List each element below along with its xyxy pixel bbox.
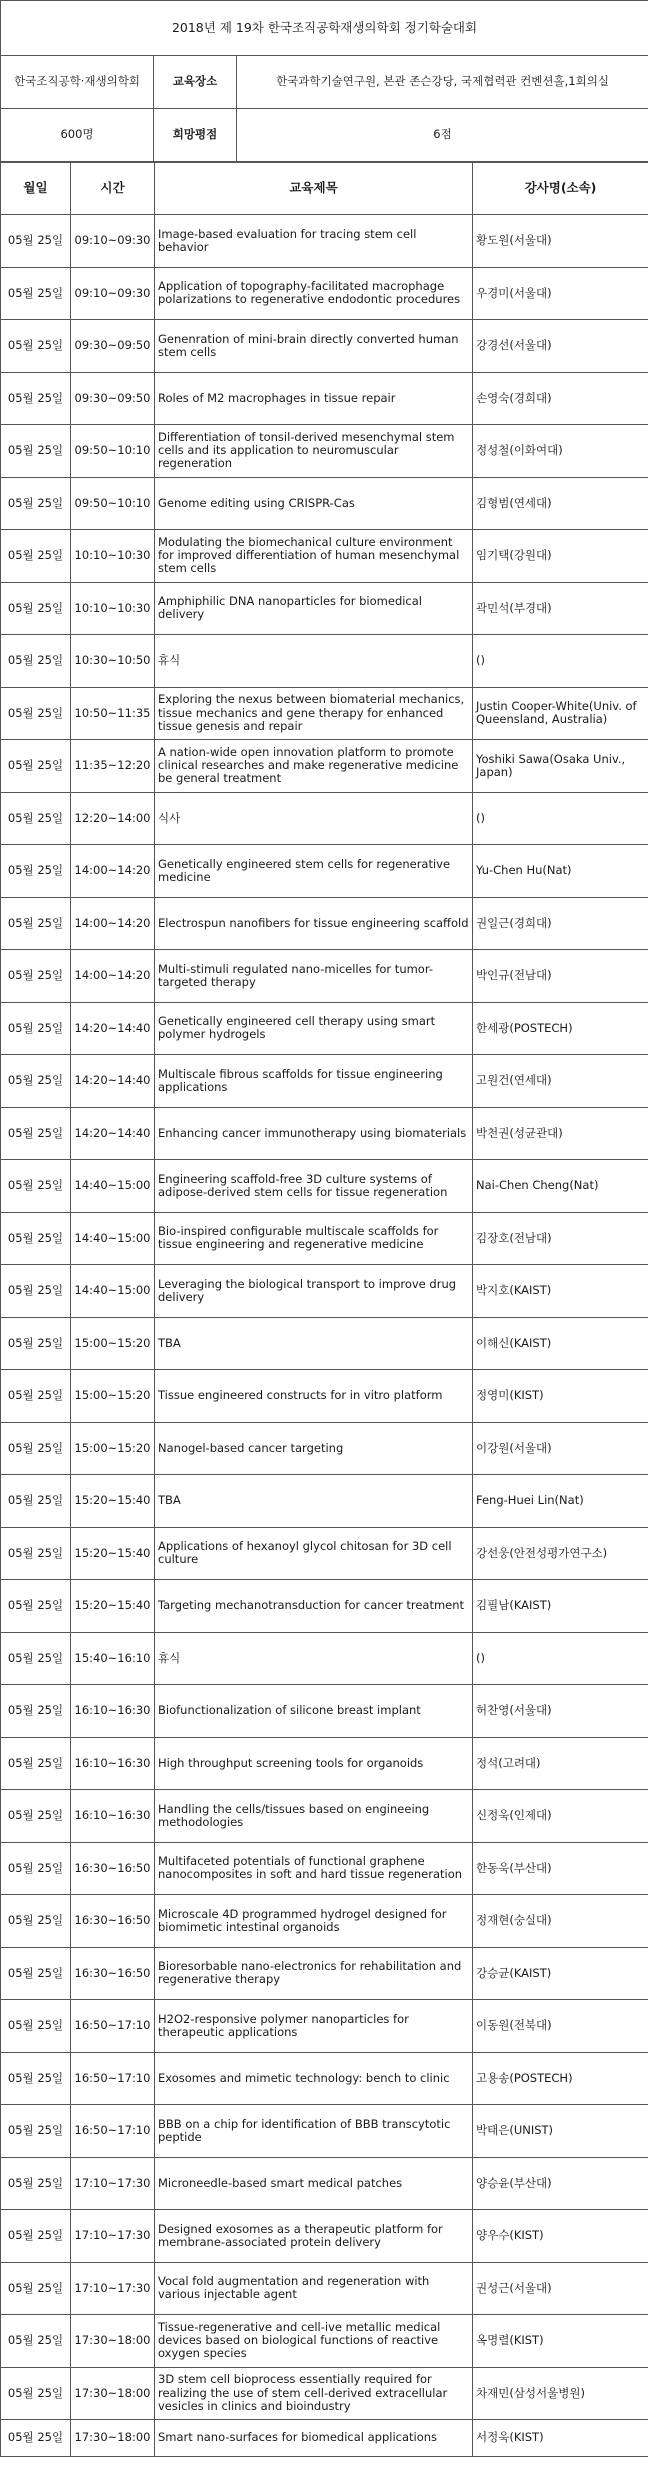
table-row — [1, 2157, 648, 2210]
row-date: 05월 25일 — [1, 1685, 71, 1738]
event-title: 2018년 제 19차 한국조직공학재생의학회 정기학술대회 — [1, 1, 648, 56]
row-time: 14:00~14:20 — [71, 845, 155, 898]
row-speaker: () — [473, 792, 648, 845]
row-title: Microneedle-based smart medical patches — [155, 2157, 473, 2210]
organizer: 한국조직공학·재생의학회 — [1, 56, 154, 109]
row-speaker: () — [473, 1632, 648, 1685]
row-date: 05월 25일 — [1, 1737, 71, 1790]
row-title: TBA — [155, 1317, 473, 1370]
row-date: 05월 25일 — [1, 530, 71, 583]
row-time: 17:30~18:00 — [71, 2315, 155, 2368]
table-row — [1, 1790, 648, 1843]
row-title: BBB on a chip for identification of BBB transcytotic peptide — [155, 2105, 473, 2158]
row-time: 14:20~14:40 — [71, 1055, 155, 1108]
row-time: 17:30~18:00 — [71, 2420, 155, 2457]
row-date: 05월 25일 — [1, 950, 71, 1003]
row-title: Exosomes and mimetic technology: bench to clinic — [155, 2052, 473, 2105]
row-date: 05월 25일 — [1, 1475, 71, 1528]
row-time: 10:10~10:30 — [71, 530, 155, 583]
row-date: 05월 25일 — [1, 792, 71, 845]
row-speaker: 강경선(서울대) — [473, 320, 648, 373]
row-date: 05월 25일 — [1, 1160, 71, 1213]
row-date: 05월 25일 — [1, 1370, 71, 1423]
row-time: 15:00~15:20 — [71, 1317, 155, 1370]
row-time: 16:50~17:10 — [71, 2000, 155, 2053]
table-row — [1, 1055, 648, 1108]
row-date: 05월 25일 — [1, 1580, 71, 1633]
row-title: High throughput screening tools for organoids — [155, 1737, 473, 1790]
row-speaker: 이동원(전북대) — [473, 2000, 648, 2053]
row-date: 05월 25일 — [1, 267, 71, 320]
row-speaker: Yu-Chen Hu(Nat) — [473, 845, 648, 898]
row-date: 05월 25일 — [1, 1632, 71, 1685]
row-title: 휴식 — [155, 635, 473, 688]
table-row — [1, 740, 648, 793]
table-row — [1, 1002, 648, 1055]
row-title: Handling the cells/tissues based on engineeing methodologies — [155, 1790, 473, 1843]
event-info-table — [0, 0, 648, 162]
row-speaker: 박인규(전남대) — [473, 950, 648, 1003]
row-date: 05월 25일 — [1, 1527, 71, 1580]
row-date: 05월 25일 — [1, 897, 71, 950]
table-row — [1, 1107, 648, 1160]
row-time: 15:00~15:20 — [71, 1370, 155, 1423]
table-row — [1, 372, 648, 425]
table-row — [1, 2105, 648, 2158]
row-speaker: 한동욱(부산대) — [473, 1842, 648, 1895]
row-time: 10:10~10:30 — [71, 582, 155, 635]
row-speaker: Yoshiki Sawa(Osaka Univ., Japan) — [473, 740, 648, 793]
row-speaker: 허찬영(서울대) — [473, 1685, 648, 1738]
row-time: 15:40~16:10 — [71, 1632, 155, 1685]
table-row — [1, 477, 648, 530]
table-row — [1, 1370, 648, 1423]
row-time: 15:20~15:40 — [71, 1580, 155, 1633]
row-speaker: 고원건(연세대) — [473, 1055, 648, 1108]
row-time: 09:50~10:10 — [71, 477, 155, 530]
table-row — [1, 1685, 648, 1738]
row-title: Roles of M2 macrophages in tissue repair — [155, 372, 473, 425]
row-title: Tissue-regenerative and cell-ive metallic medical devices based on biological functions of reactive oxygen species — [155, 2315, 473, 2368]
row-title: Nanogel-based cancer targeting — [155, 1422, 473, 1475]
row-time: 17:10~17:30 — [71, 2262, 155, 2315]
row-time: 09:30~09:50 — [71, 320, 155, 373]
row-date: 05월 25일 — [1, 2210, 71, 2263]
row-date: 05월 25일 — [1, 1895, 71, 1948]
table-row — [1, 950, 648, 1003]
row-speaker: 정성철(이화여대) — [473, 425, 648, 478]
header-date: 월일 — [1, 163, 71, 215]
row-title: Multiscale fibrous scaffolds for tissue engineering applications — [155, 1055, 473, 1108]
row-speaker: 임기택(강원대) — [473, 530, 648, 583]
row-date: 05월 25일 — [1, 1212, 71, 1265]
row-date: 05월 25일 — [1, 2000, 71, 2053]
row-speaker: 옥명렬(KIST) — [473, 2315, 648, 2368]
row-speaker: 강선웅(안전성평가연구소) — [473, 1527, 648, 1580]
row-speaker: 신정욱(인제대) — [473, 1790, 648, 1843]
table-row — [1, 582, 648, 635]
row-title: Genenration of mini-brain directly converted human stem cells — [155, 320, 473, 373]
table-row — [1, 2000, 648, 2053]
row-date: 05월 25일 — [1, 372, 71, 425]
table-row — [1, 792, 648, 845]
table-row — [1, 1422, 648, 1475]
row-title: Genetically engineered stem cells for regenerative medicine — [155, 845, 473, 898]
row-speaker: 정재현(숭실대) — [473, 1895, 648, 1948]
row-speaker: 차재민(삼성서울병원) — [473, 2367, 648, 2420]
row-date: 05월 25일 — [1, 2262, 71, 2315]
table-row — [1, 1317, 648, 1370]
row-time: 15:20~15:40 — [71, 1475, 155, 1528]
row-date: 05월 25일 — [1, 582, 71, 635]
row-time: 14:40~15:00 — [71, 1160, 155, 1213]
desired-points-label: 희망평점 — [154, 109, 237, 162]
row-title: TBA — [155, 1475, 473, 1528]
row-title: Amphiphilic DNA nanoparticles for biomedical delivery — [155, 582, 473, 635]
row-date: 05월 25일 — [1, 1842, 71, 1895]
table-row — [1, 1527, 648, 1580]
row-title: Application of topography-facilitated macrophage polarizations to regenerative endodontic procedures — [155, 267, 473, 320]
row-date: 05월 25일 — [1, 687, 71, 740]
row-speaker: 김장호(전남대) — [473, 1212, 648, 1265]
row-date: 05월 25일 — [1, 2052, 71, 2105]
row-title: Genome editing using CRISPR-Cas — [155, 477, 473, 530]
row-time: 17:10~17:30 — [71, 2157, 155, 2210]
row-speaker: 한세광(POSTECH) — [473, 1002, 648, 1055]
row-speaker: 박태은(UNIST) — [473, 2105, 648, 2158]
row-speaker: 고용송(POSTECH) — [473, 2052, 648, 2105]
row-time: 14:00~14:20 — [71, 897, 155, 950]
row-title: Targeting mechanotransduction for cancer treatment — [155, 1580, 473, 1633]
row-speaker: 우경미(서울대) — [473, 267, 648, 320]
row-time: 14:20~14:40 — [71, 1002, 155, 1055]
row-speaker: 정영미(KIST) — [473, 1370, 648, 1423]
table-row — [1, 687, 648, 740]
row-title: Biofunctionalization of silicone breast implant — [155, 1685, 473, 1738]
row-time: 09:10~09:30 — [71, 215, 155, 268]
row-title: 식사 — [155, 792, 473, 845]
row-time: 10:30~10:50 — [71, 635, 155, 688]
row-title: Modulating the biomechanical culture environment for improved differentiation of human mesenchymal stem cells — [155, 530, 473, 583]
row-time: 12:20~14:00 — [71, 792, 155, 845]
row-date: 05월 25일 — [1, 1422, 71, 1475]
row-speaker: Nai-Chen Cheng(Nat) — [473, 1160, 648, 1213]
table-row — [1, 1265, 648, 1318]
row-time: 16:30~16:50 — [71, 1842, 155, 1895]
row-date: 05월 25일 — [1, 1055, 71, 1108]
row-title: Designed exosomes as a therapeutic platform for membrane-associated protein delivery — [155, 2210, 473, 2263]
row-speaker: 강승균(KAIST) — [473, 1947, 648, 2000]
row-title: Bioresorbable nano-electronics for rehabilitation and regenerative therapy — [155, 1947, 473, 2000]
row-title: 3D stem cell bioprocess essentially required for realizing the use of stem cell-derived extracellular vesicles in clinics and bioindustry — [155, 2367, 473, 2420]
row-time: 16:30~16:50 — [71, 1895, 155, 1948]
row-date: 05월 25일 — [1, 320, 71, 373]
table-row — [1, 1632, 648, 1685]
table-row — [1, 1737, 648, 1790]
row-time: 15:00~15:20 — [71, 1422, 155, 1475]
table-row — [1, 267, 648, 320]
row-time: 16:30~16:50 — [71, 1947, 155, 2000]
row-speaker: 권성근(서울대) — [473, 2262, 648, 2315]
row-speaker: 양우수(KIST) — [473, 2210, 648, 2263]
table-row — [1, 635, 648, 688]
row-title: Vocal fold augmentation and regeneration with various injectable agent — [155, 2262, 473, 2315]
row-date: 05월 25일 — [1, 2367, 71, 2420]
row-title: Differentiation of tonsil-derived mesenchymal stem cells and its application to neuromuscular regeneration — [155, 425, 473, 478]
row-time: 16:10~16:30 — [71, 1790, 155, 1843]
row-title: 휴식 — [155, 1632, 473, 1685]
table-row — [1, 320, 648, 373]
row-speaker: 이강원(서울대) — [473, 1422, 648, 1475]
row-date: 05월 25일 — [1, 635, 71, 688]
row-time: 16:50~17:10 — [71, 2052, 155, 2105]
row-time: 16:10~16:30 — [71, 1685, 155, 1738]
header-title: 교육제목 — [155, 163, 473, 215]
schedule-table — [0, 162, 648, 2457]
row-title: Smart nano-surfaces for biomedical applications — [155, 2420, 473, 2457]
table-row — [1, 1212, 648, 1265]
row-time: 16:10~16:30 — [71, 1737, 155, 1790]
row-speaker: 김형범(연세대) — [473, 477, 648, 530]
row-time: 10:50~11:35 — [71, 687, 155, 740]
header-speaker: 강사명(소속) — [473, 163, 648, 215]
row-title: Microscale 4D programmed hydrogel designed for biomimetic intestinal organoids — [155, 1895, 473, 1948]
row-title: Multifaceted potentials of functional graphene nanocomposites in soft and hard tissue regeneration — [155, 1842, 473, 1895]
row-title: Image-based evaluation for tracing stem cell behavior — [155, 215, 473, 268]
row-title: Leveraging the biological transport to improve drug delivery — [155, 1265, 473, 1318]
row-title: Enhancing cancer immunotherapy using biomaterials — [155, 1107, 473, 1160]
table-row — [1, 2420, 648, 2457]
row-speaker: 박지호(KAIST) — [473, 1265, 648, 1318]
row-time: 14:40~15:00 — [71, 1265, 155, 1318]
row-time: 09:50~10:10 — [71, 425, 155, 478]
table-row — [1, 2210, 648, 2263]
row-speaker: 황도원(서울대) — [473, 215, 648, 268]
row-time: 16:50~17:10 — [71, 2105, 155, 2158]
row-title: Engineering scaffold-free 3D culture systems of adipose-derived stem cells for tissue regeneration — [155, 1160, 473, 1213]
row-date: 05월 25일 — [1, 477, 71, 530]
row-speaker: 서정욱(KIST) — [473, 2420, 648, 2457]
desired-points-value: 6점 — [237, 109, 648, 162]
row-time: 17:10~17:30 — [71, 2210, 155, 2263]
row-date: 05월 25일 — [1, 1790, 71, 1843]
row-date: 05월 25일 — [1, 1002, 71, 1055]
row-speaker: 김필남(KAIST) — [473, 1580, 648, 1633]
row-date: 05월 25일 — [1, 740, 71, 793]
row-date: 05월 25일 — [1, 2105, 71, 2158]
table-row — [1, 530, 648, 583]
row-time: 14:20~14:40 — [71, 1107, 155, 1160]
row-date: 05월 25일 — [1, 1107, 71, 1160]
row-speaker: 이해신(KAIST) — [473, 1317, 648, 1370]
row-time: 14:00~14:20 — [71, 950, 155, 1003]
row-speaker: 손영숙(경희대) — [473, 372, 648, 425]
row-time: 09:10~09:30 — [71, 267, 155, 320]
table-row — [1, 2052, 648, 2105]
row-date: 05월 25일 — [1, 1947, 71, 2000]
table-row — [1, 2315, 648, 2368]
table-row — [1, 1895, 648, 1948]
row-title: Applications of hexanoyl glycol chitosan for 3D cell culture — [155, 1527, 473, 1580]
row-speaker: 곽민석(부경대) — [473, 582, 648, 635]
row-title: H2O2-responsive polymer nanoparticles for therapeutic applications — [155, 2000, 473, 2053]
row-speaker: Feng-Huei Lin(Nat) — [473, 1475, 648, 1528]
row-date: 05월 25일 — [1, 2157, 71, 2210]
row-title: Electrospun nanofibers for tissue engineering scaffold — [155, 897, 473, 950]
row-speaker: 정석(고려대) — [473, 1737, 648, 1790]
row-title: Genetically engineered cell therapy using smart polymer hydrogels — [155, 1002, 473, 1055]
row-date: 05월 25일 — [1, 425, 71, 478]
table-row — [1, 1160, 648, 1213]
table-row — [1, 1580, 648, 1633]
row-date: 05월 25일 — [1, 1265, 71, 1318]
row-date: 05월 25일 — [1, 845, 71, 898]
row-time: 09:30~09:50 — [71, 372, 155, 425]
row-title: Exploring the nexus between biomaterial mechanics, tissue mechanics and gene therapy for enhanced tissue genesis and repair — [155, 687, 473, 740]
row-title: Tissue engineered constructs for in vitro platform — [155, 1370, 473, 1423]
table-row — [1, 845, 648, 898]
table-row — [1, 1947, 648, 2000]
row-time: 14:40~15:00 — [71, 1212, 155, 1265]
row-date: 05월 25일 — [1, 2315, 71, 2368]
table-row — [1, 1475, 648, 1528]
row-title: Multi-stimuli regulated nano-micelles for tumor-targeted therapy — [155, 950, 473, 1003]
row-speaker: () — [473, 635, 648, 688]
row-time: 17:30~18:00 — [71, 2367, 155, 2420]
row-speaker: 권일근(경희대) — [473, 897, 648, 950]
row-speaker: Justin Cooper-White(Univ. of Queensland, Australia) — [473, 687, 648, 740]
table-row — [1, 425, 648, 478]
capacity-value: 600명 — [1, 109, 154, 162]
table-row — [1, 2367, 648, 2420]
location-value: 한국과학기술연구원, 본관 존슨강당, 국제협력관 컨벤션홀,1회의실 — [237, 56, 648, 109]
table-row — [1, 215, 648, 268]
location-label: 교육장소 — [154, 56, 237, 109]
row-date: 05월 25일 — [1, 215, 71, 268]
row-time: 15:20~15:40 — [71, 1527, 155, 1580]
row-title: Bio-inspired configurable multiscale scaffolds for tissue engineering and regenerative medicine — [155, 1212, 473, 1265]
row-time: 11:35~12:20 — [71, 740, 155, 793]
table-row — [1, 2262, 648, 2315]
row-date: 05월 25일 — [1, 1317, 71, 1370]
row-speaker: 양승윤(부산대) — [473, 2157, 648, 2210]
header-time: 시간 — [71, 163, 155, 215]
row-speaker: 박천권(성균관대) — [473, 1107, 648, 1160]
row-title: A nation-wide open innovation platform to promote clinical researches and make regenerative medicine be general treatment — [155, 740, 473, 793]
row-date: 05월 25일 — [1, 2420, 71, 2457]
table-row — [1, 1842, 648, 1895]
table-row — [1, 897, 648, 950]
